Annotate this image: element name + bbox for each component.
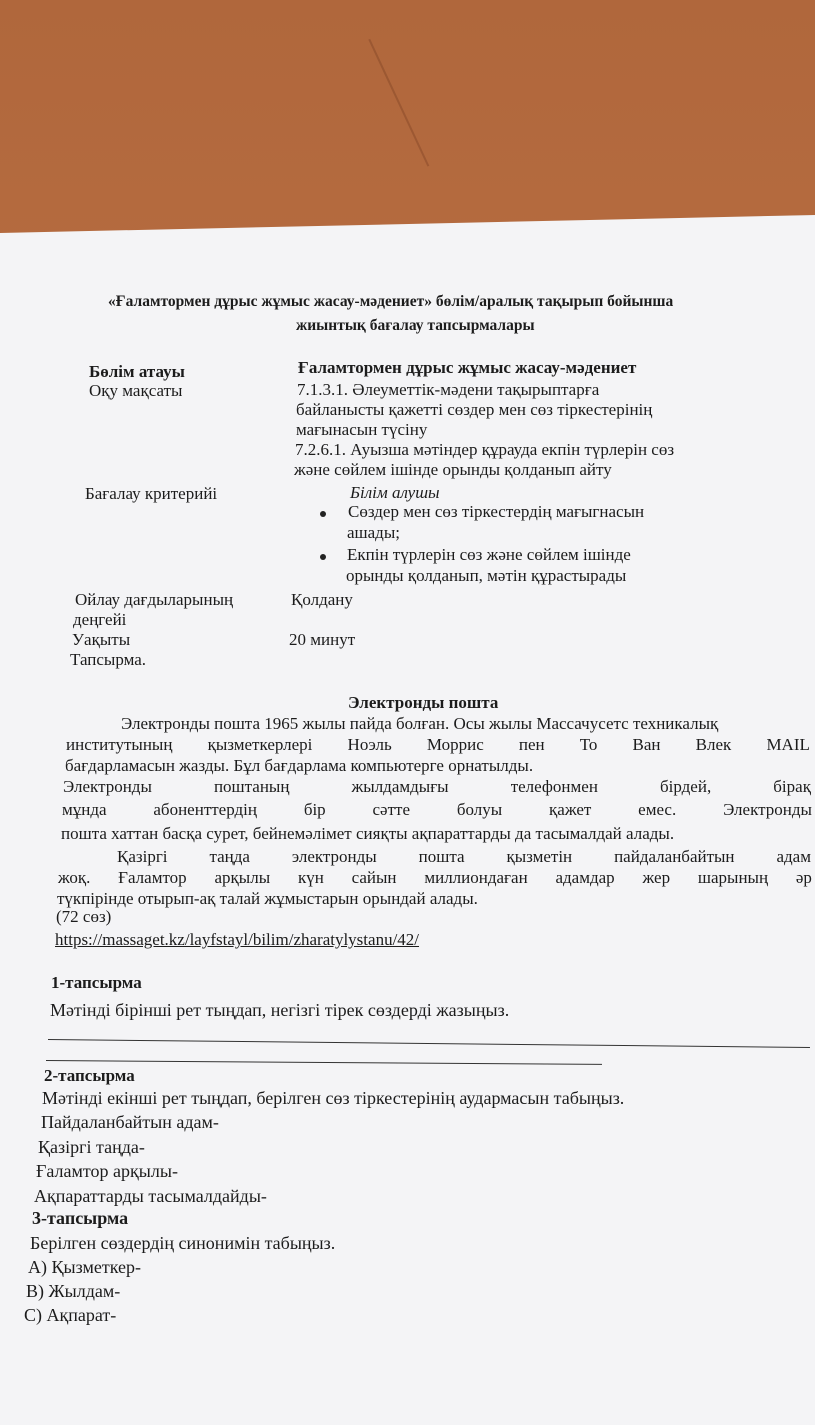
task-3-item-c: С) Ақпарат- [24, 1305, 117, 1325]
text-word: емес. [638, 800, 677, 819]
goal-line-4: 7.2.6.1. Ауызша мәтіндер құрауда екпін түрлерін сөз [295, 440, 675, 459]
text-word: Ғаламтор [118, 868, 187, 887]
text-line-8 [58, 868, 812, 888]
criteria-label: Бағалау критерийі [85, 484, 218, 503]
criteria-item-2-line-1: Екпін түрлерін сөз және сөйлем ішінде [347, 545, 631, 564]
thinking-label-line-1: Ойлау дағдыларының [75, 590, 234, 609]
text-line-7 [117, 847, 811, 867]
text-word: адамдар [555, 868, 615, 887]
goal-label: Оқу мақсаты [89, 381, 183, 400]
text-word: То [579, 735, 598, 754]
criteria-intro: Білім алушы [350, 483, 440, 502]
text-word: пошта [418, 847, 465, 866]
text-word: пайдаланбайтын [614, 847, 735, 866]
thinking-value: Қолдану [291, 590, 353, 609]
text-line-5 [62, 800, 812, 820]
text-line-4 [63, 777, 811, 797]
text-line-1: Электронды пошта 1965 жылы пайда болған. Осы жылы Массачусетс техникалық [121, 714, 719, 733]
goal-line-2: байланысты қажетті сөздер мен сөз тіркестерінің [296, 400, 653, 419]
text-word: әр [795, 868, 812, 887]
document-title-line-2: жиынтық бағалау тапсырмалары [296, 317, 535, 334]
text-word: қызметін [506, 847, 573, 866]
text-line-6: пошта хаттан басқа сурет, бейнемәлімет сияқты ақпараттарды да тасымалдай алады. [61, 824, 675, 843]
bullet-icon [320, 554, 326, 560]
text-word: электронды [291, 847, 377, 866]
text-word: жер [642, 868, 671, 887]
time-value: 20 минут [289, 630, 356, 649]
text-word: шарының [697, 868, 769, 887]
text-word: бірдей, [660, 777, 712, 796]
text-word: Ван [632, 735, 661, 754]
text-word: Влек [695, 735, 732, 754]
text-word: жылдамдығы [351, 777, 449, 796]
bullet-icon [320, 511, 326, 517]
thinking-label-line-2: деңгейі [73, 610, 127, 629]
text-line-2 [66, 735, 810, 755]
task-label: Тапсырма. [70, 650, 147, 669]
goal-line-5: және сөйлем ішінде орынды қолданып айту [294, 460, 612, 479]
text-word: мұнда [62, 800, 107, 819]
text-word: бір [303, 800, 326, 819]
desk-background-mark [368, 13, 483, 166]
text-word: таңда [209, 847, 250, 866]
word-count: (72 сөз) [56, 907, 112, 926]
text-line-3: бағдарламасын жазды. Бұл бағдарлама компьютерге орнатылды. [65, 756, 534, 775]
task-3-item-a: А) Қызметкер- [28, 1257, 141, 1277]
goal-line-3: мағынасын түсіну [296, 420, 428, 439]
task-2-item-3: Ғаламтор арқылы- [36, 1161, 178, 1181]
text-word: болуы [456, 800, 503, 819]
task-2-instruction: Мәтінді екінші рет тыңдап, берілген сөз тіркестерінің аудармасын табыңыз. [42, 1088, 625, 1108]
criteria-item-1-line-1: Сөздер мен сөз тіркестердің мағыгнасын [348, 502, 645, 521]
text-word: қажет [549, 800, 592, 819]
criteria-item-2-line-2: орынды қолданып, мәтін құрастырады [346, 566, 627, 585]
task-2-item-2: Қазіргі таңда- [38, 1137, 145, 1157]
text-word: пен [518, 735, 545, 754]
task-3-instruction: Берілген сөздердің синонимін табыңыз. [30, 1233, 336, 1253]
task-2-item-1: Пайдаланбайтын адам- [41, 1112, 219, 1132]
text-word: күн [297, 868, 324, 887]
time-label: Уақыты [72, 630, 131, 649]
text-word: Электронды [723, 800, 812, 819]
task-3-item-b: В) Жылдам- [26, 1281, 121, 1301]
text-line-9: түкпірінде отырып-ақ талай жұмыстарын орындай алады. [57, 889, 478, 908]
text-word: телефонмен [510, 777, 598, 796]
text-word: поштаның [213, 777, 290, 796]
goal-line-1: 7.1.3.1. Әлеуметтік-мәдени тақырыптарға [297, 380, 600, 399]
section-label: Бөлім атауы [89, 362, 185, 381]
section-value: Ғаламтормен дұрыс жұмыс жасау-мәдениет [298, 358, 637, 377]
task-1-instruction: Мәтінді бірінші рет тыңдап, негізгі тірек сөздерді жазыңыз. [50, 1000, 510, 1020]
task-2-item-4: Ақпараттарды тасымалдайды- [34, 1186, 267, 1206]
task-3-title: 3-тапсырма [32, 1208, 129, 1228]
text-word: абоненттердің [153, 800, 257, 819]
text-word: бірақ [773, 777, 811, 796]
text-word: институтының [66, 735, 173, 754]
text-word: сәтте [372, 800, 411, 819]
text-word: Моррис [426, 735, 484, 754]
text-word: жоқ. [58, 868, 91, 887]
text-word: Ноэль [347, 735, 392, 754]
text-word: адам [776, 847, 811, 866]
task-2-title: 2-тапсырма [44, 1066, 135, 1085]
source-link[interactable]: https://massaget.kz/layfstayl/bilim/zharatylystanu/42/ [55, 930, 420, 949]
criteria-item-1-line-2: ашады; [347, 523, 400, 542]
text-word: сайын [351, 868, 397, 887]
text-word: миллиондаған [424, 868, 528, 887]
text-word: MAIL [766, 735, 810, 754]
text-heading: Электронды пошта [348, 693, 499, 712]
text-word: Электронды [63, 777, 152, 796]
document-title-line-1: «Ғаламтормен дұрыс жұмыс жасау-мәдениет» бөлім/аралық тақырып бойынша [108, 293, 674, 310]
task-1-title: 1-тапсырма [51, 973, 142, 992]
text-word: қызметкерлері [207, 735, 313, 754]
text-word: арқылы [214, 868, 271, 887]
text-word: Қазіргі [117, 847, 168, 866]
